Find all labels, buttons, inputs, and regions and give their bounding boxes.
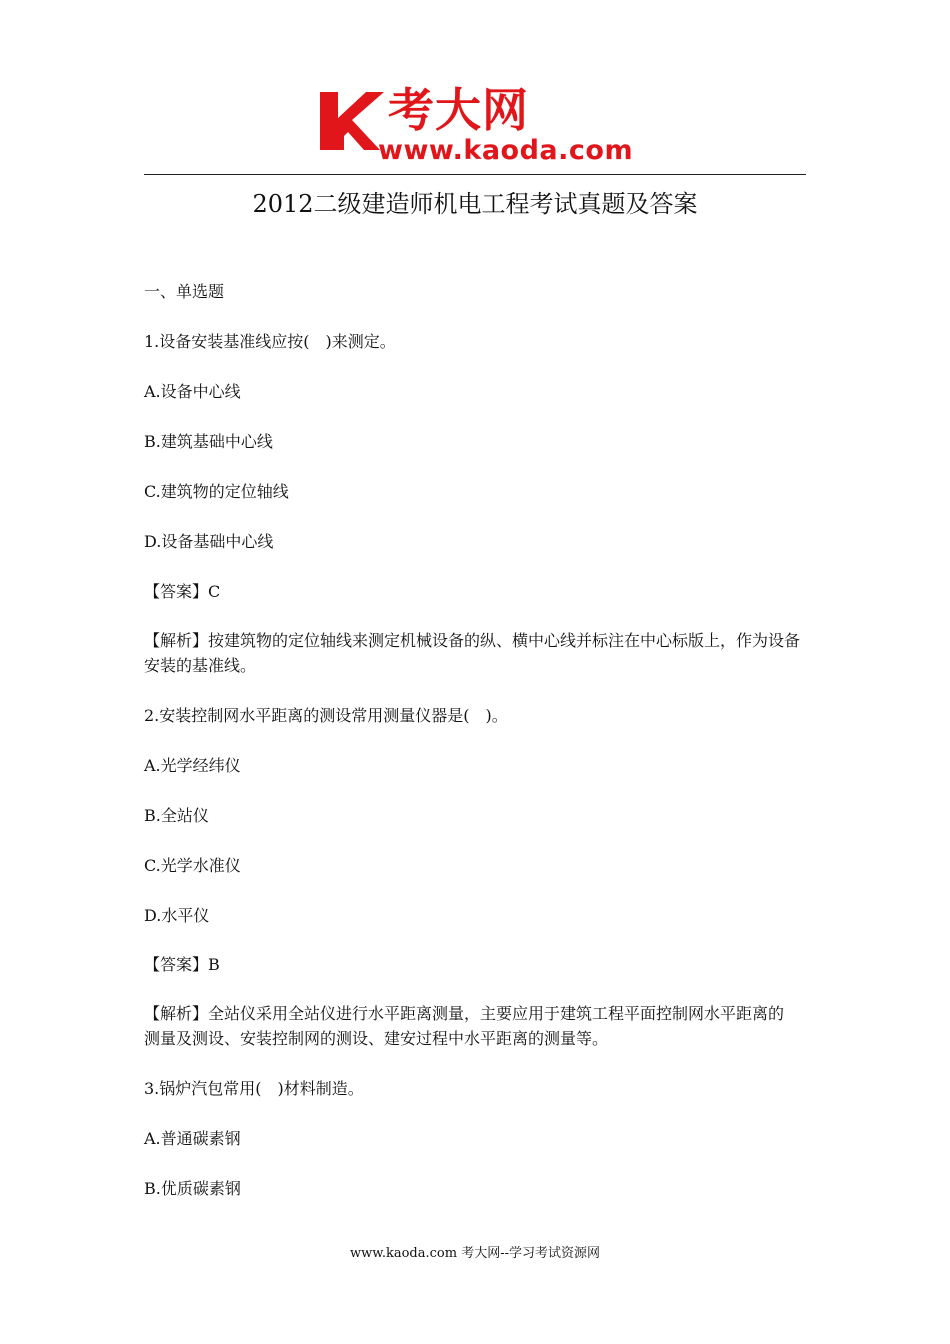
analysis-text: 全站仪采用全站仪进行水平距离测量，主要应用于建筑工程平面控制网水平距离的 (208, 1004, 785, 1023)
logo-url-text: www.kaoda.com (378, 135, 634, 166)
analysis-line: 安装的基准线。 (144, 656, 257, 675)
option: D.设备基础中心线 (144, 532, 274, 551)
analysis-line (144, 628, 808, 654)
header-divider (144, 174, 806, 175)
analysis-label: 【解析】 (144, 1004, 209, 1023)
option: A.光学经纬仪 (144, 756, 241, 775)
option: B.优质碳素钢 (144, 1179, 241, 1198)
document-title: 2012二级建造师机电工程考试真题及答案 (252, 190, 698, 218)
analysis-line (144, 1001, 808, 1027)
logo-k-mark-icon (318, 88, 386, 154)
question-stem: 2.安装控制网水平距离的测设常用测量仪器是( )。 (144, 706, 508, 725)
answer: 【答案】B (144, 955, 220, 974)
logo-chinese-text: 考大网 (388, 83, 529, 137)
option: A.设备中心线 (144, 382, 241, 401)
question-stem: 3.锅炉汽包常用( )材料制造。 (144, 1079, 364, 1098)
answer: 【答案】C (144, 582, 221, 601)
analysis-text: 按建筑物的定位轴线来测定机械设备的纵、横中心线并标注在中心标版上，作为设备 (208, 631, 801, 650)
analysis-line: 测量及测设、安装控制网的测设、建安过程中水平距离的测量等。 (144, 1029, 609, 1048)
section-heading: 一、单选题 (144, 282, 225, 301)
option: C.建筑物的定位轴线 (144, 482, 289, 501)
analysis-label: 【解析】 (144, 631, 209, 650)
kaoda-logo (318, 84, 648, 170)
option: B.全站仪 (144, 806, 209, 825)
option: A.普通碳素钢 (144, 1129, 241, 1148)
option: D.水平仪 (144, 906, 210, 925)
question-stem: 1.设备安装基准线应按( )来测定。 (144, 332, 396, 351)
option: B.建筑基础中心线 (144, 432, 273, 451)
option: C.光学水准仪 (144, 856, 241, 875)
page-footer: www.kaoda.com 考大网--学习考试资源网 (350, 1246, 600, 1261)
